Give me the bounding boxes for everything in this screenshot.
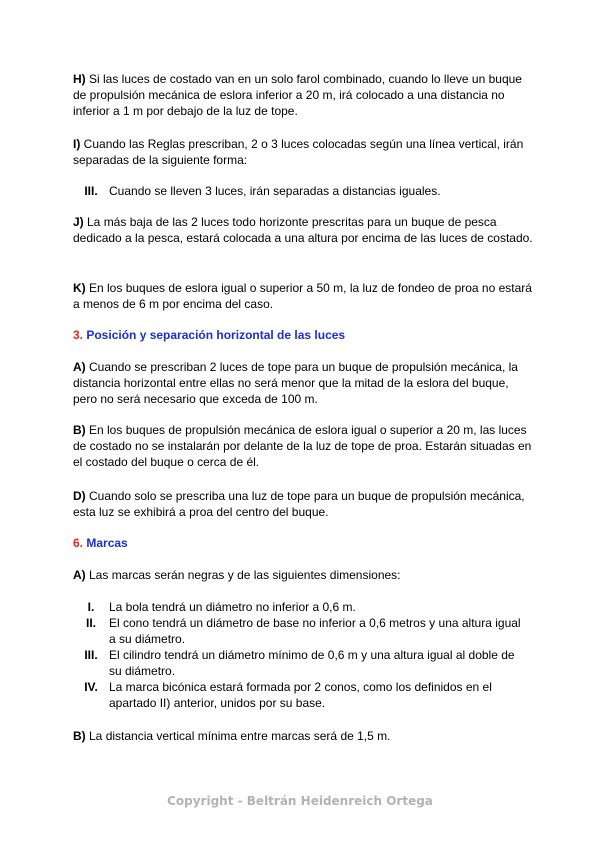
- paragraph-text: Cuando se prescriban 2 luces de tope para un buque de propulsión mecánica, la distancia horizontal entre ellas no será menor que la mitad de la eslora del buque, pero no será necesario que exceda de 100 m.: [73, 360, 518, 407]
- list-text: La bola tendrá un diámetro no inferior a 0,6 m.: [109, 600, 356, 614]
- list-text: Cuando se lleven 3 luces, irán separadas a distancias iguales.: [109, 184, 441, 198]
- section-number: 3.: [73, 328, 84, 342]
- paragraph-k: [73, 280, 533, 312]
- list-item: [73, 183, 533, 199]
- paragraph-text: La distancia vertical mínima entre marcas será de 1,5 m.: [85, 729, 391, 743]
- list-text: El cono tendrá un diámetro de base no inferior a 0,6 metros y una altura igual a su diámetro.: [109, 616, 521, 646]
- list-text: El cilindro tendrá un diámetro mínimo de 0,6 m y una altura igual al doble de su diámetro.: [109, 648, 515, 678]
- paragraph-3b: [73, 422, 533, 471]
- paragraph-j: [73, 214, 533, 246]
- paragraph-letter: H): [73, 72, 86, 86]
- section-title: Posición y separación horizontal de las luces: [83, 328, 346, 342]
- list-item: [73, 679, 533, 711]
- list-numeral: IV.: [84, 680, 98, 694]
- paragraph-letter: D): [73, 489, 86, 503]
- paragraph-text: Si las luces de costado van en un solo farol combinado, cuando lo lleve un buque de propulsión mecánica de eslora inferior a 20 m, irá colocado a una distancia no inferior a 1 m por debajo de la luz de tope.: [73, 72, 522, 119]
- paragraph-3a: [73, 359, 533, 408]
- list-numeral: II.: [85, 616, 96, 630]
- paragraph-text: La más baja de las 2 luces todo horizonte prescritas para un buque de pesca dedicado a la pesca, estará colocada a una altura por encima de las luces de costado.: [73, 215, 533, 246]
- list-item: [73, 615, 533, 647]
- list-item: [73, 647, 533, 679]
- paragraph-i: [73, 136, 533, 168]
- list-numeral: I.: [87, 600, 95, 614]
- paragraph-text: Cuando las Reglas prescriban, 2 o 3 luces colocadas según una línea vertical, irán separadas de la siguiente forma:: [73, 137, 524, 168]
- paragraph-text: En los buques de eslora igual o superior a 50 m, la luz de fondeo de proa no estará a menos de 6 m por encima del caso.: [73, 281, 532, 312]
- paragraph-h: [73, 71, 533, 120]
- paragraph-letter: B): [73, 729, 86, 743]
- paragraph-letter: A): [73, 568, 86, 582]
- section-heading-3: [73, 327, 345, 343]
- paragraph-text: Cuando solo se prescriba una luz de tope para un buque de propulsión mecánica, esta luz se exhibirá a proa del centro del buque.: [73, 489, 525, 520]
- list-item: [73, 599, 533, 615]
- paragraph-letter: K): [73, 281, 86, 295]
- list-numeral: III.: [84, 648, 98, 662]
- section-title: Marcas: [83, 536, 128, 550]
- paragraph-text: En los buques de propulsión mecánica de eslora igual o superior a 20 m, las luces de costado no se instalarán por delante de la luz de tope de proa. Estarán situadas en el costado del buque o cerca de él.: [73, 423, 532, 470]
- paragraph-6b: [73, 728, 533, 744]
- section-heading-6: [73, 535, 128, 551]
- paragraph-text: Las marcas serán negras y de las siguientes dimensiones:: [85, 568, 401, 582]
- list-luces: [73, 183, 533, 199]
- copyright-footer: Copyright - Beltrán Heidenreich Ortega: [167, 794, 433, 808]
- list-text: La marca bicónica estará formada por 2 conos, como los definidos en el apartado II) anterior, unidos por su base.: [109, 680, 492, 710]
- paragraph-3d: [73, 488, 533, 520]
- paragraph-letter: B): [73, 423, 86, 437]
- paragraph-letter: A): [73, 360, 86, 374]
- paragraph-letter: I): [73, 137, 81, 151]
- list-marcas: [73, 599, 533, 711]
- paragraph-6a: [73, 567, 533, 583]
- paragraph-letter: J): [73, 215, 84, 229]
- section-number: 6.: [73, 536, 84, 550]
- list-numeral: III.: [84, 184, 98, 198]
